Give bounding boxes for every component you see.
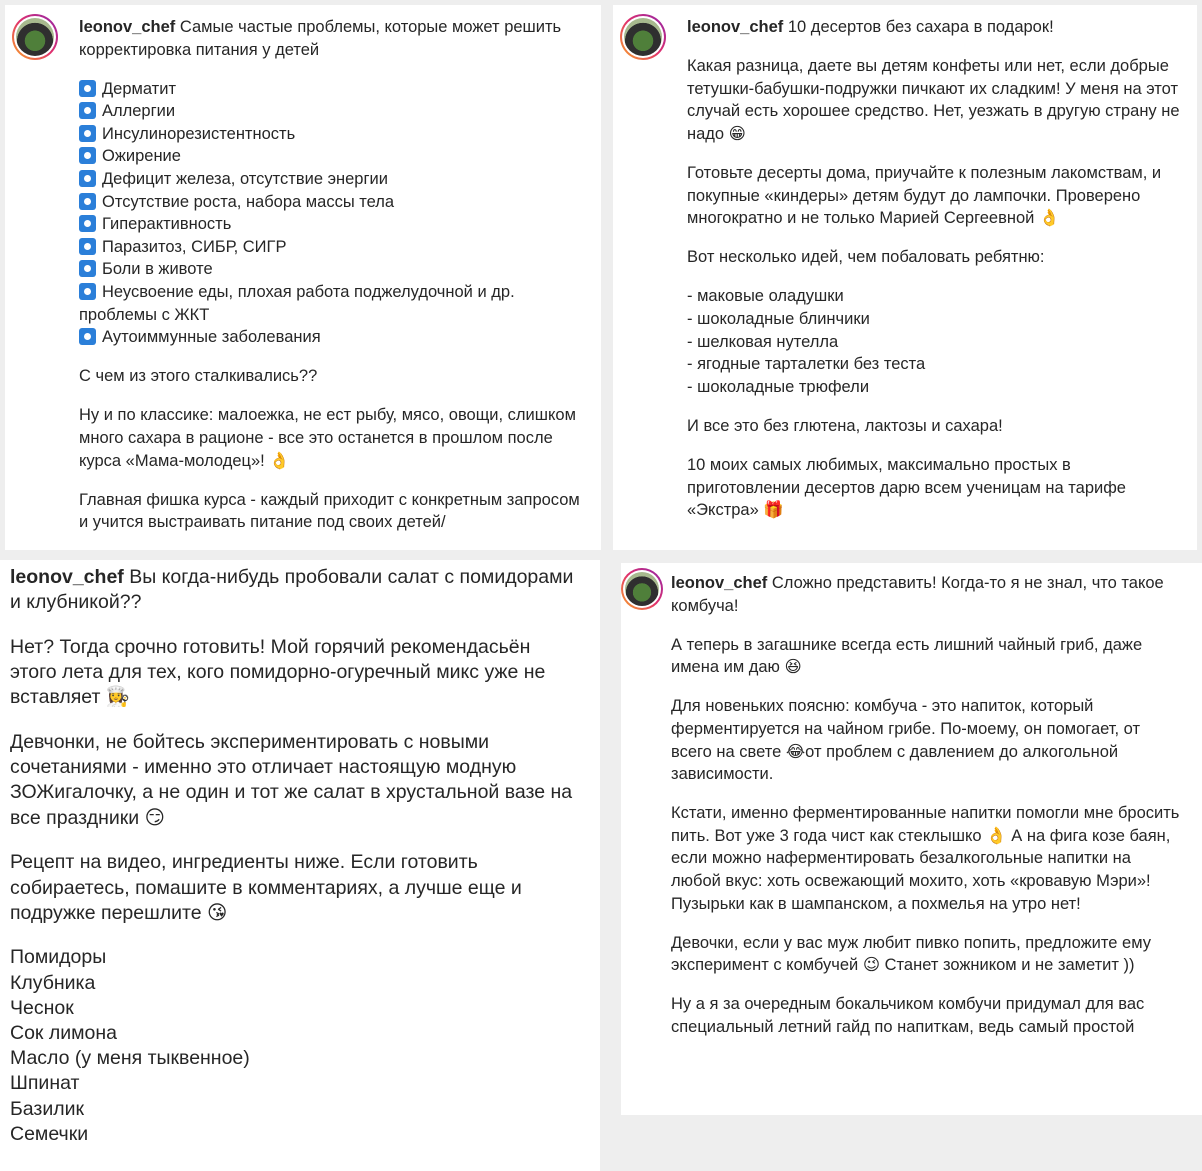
caption-line (79, 388, 591, 405)
caption-line (687, 308, 1187, 331)
caption-line (79, 349, 591, 366)
blue-bullet-icon (79, 215, 96, 232)
caption-line (79, 61, 591, 78)
caption-line (687, 331, 1187, 354)
caption-text: Ну а я за очередным бокальчиком комбучи придумал для вас специальный летний гайд по напиткам, ведь самый простой (671, 995, 1149, 1036)
caption-line (671, 679, 1181, 696)
caption-line (10, 730, 580, 831)
caption-text: Ну и по классике: малоежка, не ест рыбу, мясо, овощи, слишком много сахара в рационе - все это останется в прошлом после курса «Мама-молодец»! 👌 (79, 406, 581, 470)
list-item (79, 123, 591, 146)
username-link[interactable]: leonov_chef (671, 574, 768, 592)
blue-bullet-icon (79, 170, 96, 187)
caption-line (671, 977, 1181, 994)
post-caption (687, 16, 1187, 522)
caption-text: Девчонки, не бойтесь экспериментировать с новыми сочетаниями - именно это отличает настоящую модную ЗОЖигалочку, а не один и тот же салат в хрустальной вазе на все праздники 😏 (10, 731, 578, 829)
caption-text: Неусвоение еды, плохая работа поджелудочной и др. проблемы с ЖКТ (79, 283, 520, 324)
caption-line (10, 945, 580, 970)
caption-text: Инсулинорезистентность (102, 124, 296, 143)
caption-text: - маковые оладушки (687, 287, 844, 306)
caption-line (687, 246, 1187, 269)
caption-line (687, 16, 1187, 39)
caption-line (687, 437, 1187, 454)
avatar[interactable] (621, 568, 663, 610)
caption-text: Чеснок (10, 996, 74, 1019)
caption-text: Вы когда-нибудь пробовали салат с помидорами и клубникой?? (10, 566, 579, 614)
caption-line (687, 398, 1187, 415)
caption-line (687, 415, 1187, 438)
post-card-1 (5, 5, 601, 550)
caption-line (10, 850, 580, 926)
caption-line (687, 162, 1187, 230)
post-card-4 (621, 563, 1202, 1115)
caption-line (79, 16, 591, 61)
caption-text: А теперь в загашнике всегда есть лишний чайный гриб, даже имена им даю 😆 (671, 635, 1147, 677)
caption-text: 10 моих самых любимых, максимально простых в приготовлении десертов дарю всем ученицам на тарифе «Экстра» 🎁 (687, 455, 1131, 520)
username-link[interactable]: leonov_chef (79, 18, 176, 36)
chef-avatar-image (625, 572, 659, 606)
caption-text: Паразитоз, СИБР, СИГР (102, 237, 287, 256)
caption-line (687, 39, 1187, 56)
caption-line (687, 269, 1187, 286)
caption-line (671, 786, 1181, 803)
blue-bullet-icon (79, 80, 96, 97)
caption-text: Ожирение (102, 147, 181, 166)
caption-text: Отсутствие роста, набора массы тела (102, 192, 395, 211)
list-item (79, 281, 591, 326)
caption-text: Сок лимона (10, 1022, 118, 1045)
caption-text: Главная фишка курса - каждый приходит с конкретным запросом и учится выстраивать питание под своих детей/ (79, 490, 585, 532)
caption-line (687, 353, 1187, 376)
caption-text: Аутоиммунные заболевания (102, 328, 321, 347)
post-card-2 (613, 5, 1197, 550)
caption-line (10, 831, 580, 851)
caption-text: Для новеньких поясню: комбуча - это напиток, который ферментируется на чайном грибе. По-моему, он помогает, от всего на свете 😂от проблем с давлением до алкогольной зависимости. (671, 697, 1145, 784)
caption-text: С чем из этого сталкивались?? (79, 367, 318, 386)
caption-line (671, 695, 1181, 785)
caption-line (671, 802, 1184, 915)
caption-text: Дерматит (102, 79, 177, 98)
caption-line (10, 1021, 580, 1046)
blue-bullet-icon (79, 260, 96, 277)
chef-avatar-image (624, 18, 662, 56)
caption-line (671, 993, 1181, 1038)
caption-line (671, 634, 1181, 679)
caption-text: Рецепт на видео, ингредиенты ниже. Если готовить собираетесь, помашите в комментариях, а лучше еще и подружке перешлите 😘 (10, 851, 528, 924)
blue-bullet-icon (79, 125, 96, 142)
caption-text: - шелковая нутелла (687, 332, 839, 351)
caption-line (10, 1071, 580, 1096)
blue-bullet-icon (79, 238, 96, 255)
caption-line (10, 926, 580, 946)
caption-text: Кстати, именно ферментированные напитки помогли мне бросить пить. Вот уже 3 года чист как стеклышко 👌 А на фига козе баян, если можно наферментировать безалкогольные напитки на любой вкус: хоть освежающий мохито, хоть «кровавую Мэри»! Пузырьки как в шампанском, а похмелья на утро нет! (671, 804, 1184, 913)
blue-bullet-icon (79, 328, 96, 345)
post-caption (10, 565, 580, 1147)
caption-line (671, 572, 1181, 617)
caption-text: Боли в животе (102, 260, 213, 279)
post-card-3 (0, 560, 600, 1171)
caption-text: Гиперактивность (102, 215, 232, 234)
caption-line (10, 615, 580, 635)
caption-text: Базилик (10, 1097, 85, 1120)
caption-text: Готовьте десерты дома, приучайте к полезным лакомствам, и покупные «киндеры» детям будут до лампочки. Проверено многократно и не только Марией Сергеевной 👌 (687, 163, 1166, 228)
caption-line (671, 932, 1181, 977)
caption-text: 10 десертов без сахара в подарок! (787, 18, 1054, 36)
caption-text: Самые частые проблемы, которые может решить корректировка питания у детей (79, 18, 566, 59)
blue-bullet-icon (79, 147, 96, 164)
caption-text: Девочки, если у вас муж любит пивко попить, предложите ему эксперимент с комбучей 😉 Станет зожником и не заметит )) (671, 933, 1156, 975)
caption-line (79, 365, 591, 388)
caption-line (79, 472, 591, 489)
post-caption (671, 572, 1184, 1039)
caption-text: И все это без глютена, лактозы и сахара! (687, 416, 1003, 435)
caption-line (79, 404, 591, 472)
caption-line (10, 635, 580, 711)
caption-line (79, 489, 591, 534)
caption-line (687, 55, 1187, 145)
list-item (79, 78, 591, 101)
caption-text: Семечки (10, 1122, 89, 1145)
blue-bullet-icon (79, 102, 96, 119)
list-item (79, 191, 591, 214)
username-link[interactable]: leonov_chef (687, 18, 784, 36)
blue-bullet-icon (79, 283, 96, 300)
username-link[interactable]: leonov_chef (10, 566, 124, 588)
caption-text: Клубника (10, 971, 96, 994)
list-item (79, 100, 591, 123)
caption-text: Масло (у меня тыквенное) (10, 1047, 250, 1070)
caption-text: Сложно представить! Когда-то я не знал, что такое комбуча! (671, 574, 1169, 615)
list-item (79, 168, 591, 191)
caption-text: Дефицит железа, отсутствие энергии (102, 170, 388, 189)
caption-line (10, 565, 580, 615)
caption-text: - ягодные тарталетки без теста (687, 355, 926, 374)
caption-line (687, 376, 1187, 399)
caption-line (687, 454, 1187, 522)
post-caption (79, 16, 591, 534)
avatar[interactable] (12, 14, 58, 60)
caption-line (687, 230, 1187, 247)
chef-avatar-image (16, 18, 54, 56)
caption-line (10, 1097, 580, 1122)
list-item (79, 236, 591, 259)
caption-line (671, 617, 1181, 634)
list-item (79, 145, 591, 168)
caption-line (10, 971, 580, 996)
caption-line (671, 915, 1181, 932)
caption-text: - шоколадные трюфели (687, 377, 870, 396)
caption-line (687, 285, 1187, 308)
caption-line (10, 1046, 580, 1071)
avatar[interactable] (620, 14, 666, 60)
caption-text: - шоколадные блинчики (687, 309, 870, 328)
caption-text: Вот несколько идей, чем побаловать ребятню: (687, 248, 1045, 267)
caption-text: Какая разница, даете вы детям конфеты или нет, если добрые тетушки-бабушки-подружки пичкают их сладким! У меня на этот случай есть хорошее средство. Нет, уезжать в другую страну не надо 😁 (687, 57, 1185, 143)
caption-text: Нет? Тогда срочно готовить! Мой горячий рекомендасьён этого лета для тех, кого помидорно-огуречный микс уже не вставляет 👩‍🍳 (10, 635, 551, 709)
caption-text: Шпинат (10, 1072, 80, 1095)
caption-line (10, 711, 580, 731)
caption-text: Помидоры (10, 946, 107, 969)
caption-line (687, 145, 1187, 162)
list-item (79, 213, 591, 236)
list-item (79, 258, 591, 281)
caption-line (10, 996, 580, 1021)
caption-line (10, 1122, 580, 1147)
blue-bullet-icon (79, 193, 96, 210)
list-item (79, 326, 591, 349)
caption-text: Аллергии (102, 102, 176, 121)
